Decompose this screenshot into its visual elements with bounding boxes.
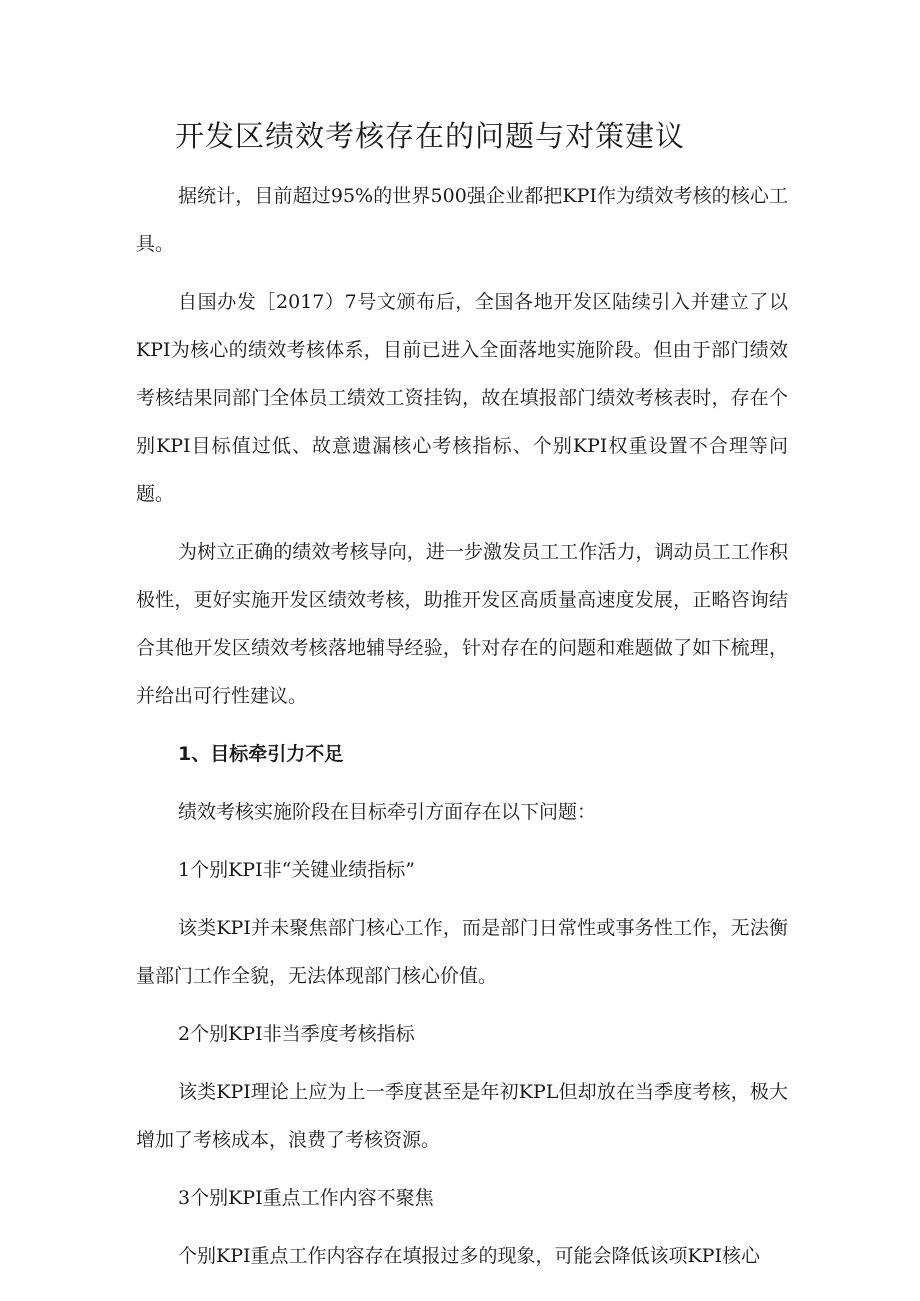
paragraph-background: 自国办发［2017）7号文颁布后，全国各地开发区陆续引入并建立了以KPI为核心的绩效考核体系，目前已进入全面落地实施阶段。但由于部门绩效考核结果同部门全体员工绩效工资挂钩，故在填报部门绩效考核表时，存在个别KPI目标值过低、故意遗漏核心考核指标、个别KPI权重设置不合理等问题。 <box>136 291 788 505</box>
paragraph-2: 该类KPI理论上应为上一季度甚至是年初KPL但却放在当季度考核，极大增加了考核成本，浪费了考核资源。 <box>136 1081 788 1151</box>
document-title: 开发区绩效考核存在的问题与对策建议 <box>174 119 685 153</box>
subheading-3: 3个别KPI重点工作内容不聚焦 <box>178 1187 434 1209</box>
paragraph-statistics: 据统计，目前超过95%的世界500强企业都把KPI作为绩效考核的核心工具。 <box>136 185 788 255</box>
paragraph-3: 个别KPI重点工作内容存在填报过多的现象，可能会降低该项KPI核心 <box>178 1245 760 1267</box>
subheading-2: 2个别KPI非当季度考核指标 <box>178 1023 415 1045</box>
section-heading: 1、目标牵引力不足 <box>178 743 344 765</box>
document-body <box>136 172 788 1290</box>
paragraph-purpose: 为树立正确的绩效考核导向，进一步激发员工工作活力，调动员工工作积极性，更好实施开发区绩效考核，助推开发区高质量高速度发展，正略咨询结合其他开发区绩效考核落地辅导经验，针对存在的问题和难题做了如下梳理，并给出可行性建议。 <box>136 541 788 707</box>
paragraph-1: 该类KPI并未聚焦部门核心工作，而是部门日常性或事务性工作，无法衡量部门工作全貌，无法体现部门核心价值。 <box>136 917 788 987</box>
subheading-1: 1个别KPI非“关键业绩指标” <box>178 859 415 881</box>
paragraph-intro: 绩效考核实施阶段在目标牵引方面存在以下问题： <box>178 801 597 823</box>
